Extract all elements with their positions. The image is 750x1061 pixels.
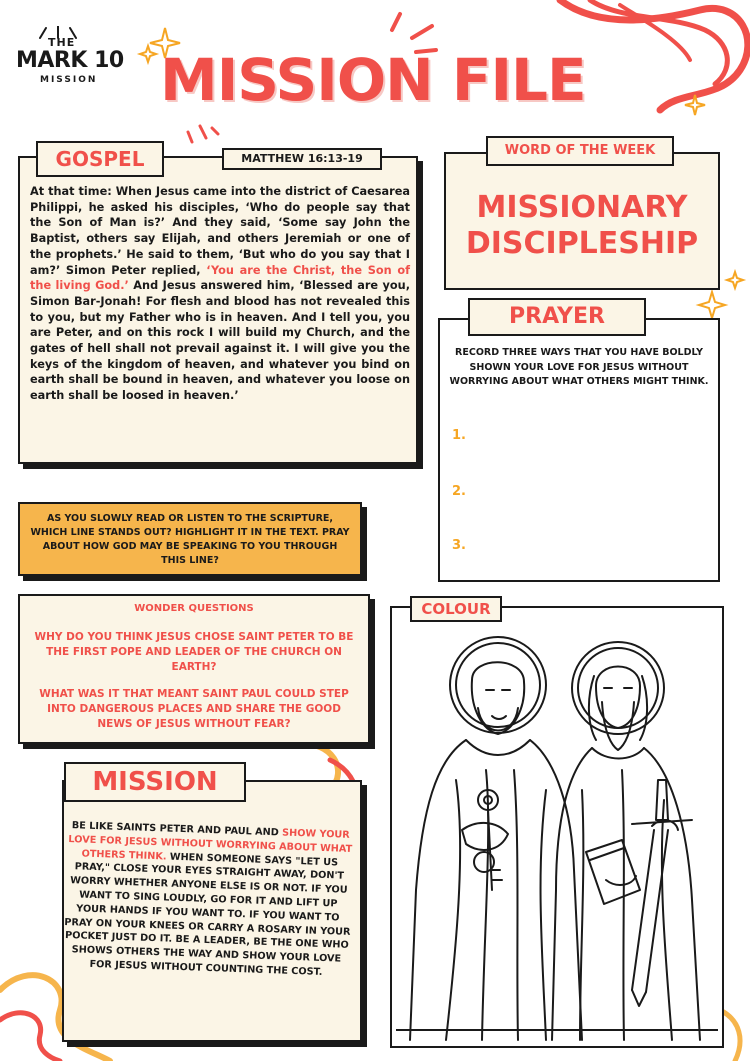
- prayer-number-1: 1.: [452, 428, 466, 443]
- mission-text-highlight: SHOW YOUR LOVE FOR JESUS WITHOUT WORRYING ABOUT WHAT OTHERS THINK.: [68, 827, 353, 863]
- word-of-week-line2: DISCIPLESHIP: [465, 226, 699, 261]
- logo-mission: MISSION: [40, 75, 98, 85]
- prayer-instructions: RECORD THREE WAYS THAT YOU HAVE BOLDLY SHOWN YOUR LOVE FOR JESUS WITHOUT WORRYING ABOUT WHAT OTHERS MIGHT THINK.: [449, 347, 709, 387]
- word-of-week-line1: MISSIONARY: [476, 190, 688, 225]
- word-of-week-tag: WORD OF THE WEEK: [486, 136, 674, 166]
- gospel-tag: GOSPEL: [36, 141, 164, 177]
- page-title: MISSION FILE: [160, 46, 586, 114]
- mission-text-after: WHEN SOMEONE SAYS "LET US PRAY," CLOSE YOUR EYES STRAIGHT AWAY, DON'T WORRY WHETHER ANYONE ELSE IS OR NOT. IF YOU WANT TO SING LOUDLY, GO FOR IT AND LIFT UP YOUR HANDS IF YOU WANT TO. IF YOU WANT TO PRAY ON YOUR KNEES OR CARRY A ROSARY IN YOUR POCKET JUST DO IT. BE A LEADER, BE THE ONE WHO SHOWS OTHERS THE WAY AND SHOW YOUR LOVE FOR JESUS WITHOUT COUNTING THE COST.: [64, 851, 351, 978]
- mission-text-before: BE LIKE SAINTS PETER AND PAUL AND: [71, 820, 283, 839]
- logo-the: THE: [48, 36, 76, 49]
- prayer-number-3: 3.: [452, 538, 466, 553]
- highlight-instruction-text: AS YOU SLOWLY READ OR LISTEN TO THE SCRIPTURE, WHICH LINE STANDS OUT? HIGHLIGHT IT IN THE TEXT. PRAY ABOUT HOW GOD MAY BE SPEAKING TO YOU THROUGH THIS LINE?: [30, 513, 350, 566]
- prayer-number-2: 2.: [452, 484, 466, 499]
- reading-reference: MATTHEW 16:13-19: [222, 148, 382, 170]
- wonder-question-1: WHY DO YOU THINK JESUS CHOSE SAINT PETER TO BE THE FIRST POPE AND LEADER OF THE CHURCH ON EARTH?: [34, 631, 354, 673]
- saints-colouring-illustration: [396, 630, 718, 1042]
- gospel-text-before: At that time: When Jesus came into the district of Caesarea Philippi, he asked his disciples, ‘Who do people say that the Son of Man is?’ And they said, ‘Some say John the Baptist, others say Elijah, and others Jeremiah or one of the prophets.’ He said to them, ‘But who do you say that I am?’ Simon Peter replied,: [30, 185, 410, 277]
- mission-tag: MISSION: [64, 762, 246, 802]
- gospel-text-after: And Jesus answered him, ‘Blessed are you, Simon Bar-Jonah! For flesh and blood has not revealed this to you, but my Father who is in heaven. And I tell you, you are Peter, and on this rock I will build my Church, and the gates of hell shall not prevail against it. I will give you the keys of the kingdom of heaven, and whatever you bind on earth shall be bound in heaven, and whatever you loose on earth shall be loosed in heaven.’: [30, 279, 410, 403]
- logo-crown-icon: [36, 26, 80, 40]
- prayer-tag: PRAYER: [468, 298, 646, 336]
- gospel-text-highlight: ‘You are the Christ, the Son of the living God.’: [30, 263, 411, 293]
- logo-mark10: MARK 10: [16, 48, 124, 73]
- wonder-title: WONDER QUESTIONS: [134, 603, 254, 614]
- wonder-question-2: WHAT WAS IT THAT MEANT SAINT PAUL COULD STEP INTO DANGEROUS PLACES AND SHARE THE GOOD NEWS OF JESUS WITHOUT FEAR?: [39, 688, 349, 730]
- colour-tag: COLOUR: [410, 596, 502, 622]
- gospel-text: [30, 184, 410, 404]
- mission-text: [61, 819, 356, 981]
